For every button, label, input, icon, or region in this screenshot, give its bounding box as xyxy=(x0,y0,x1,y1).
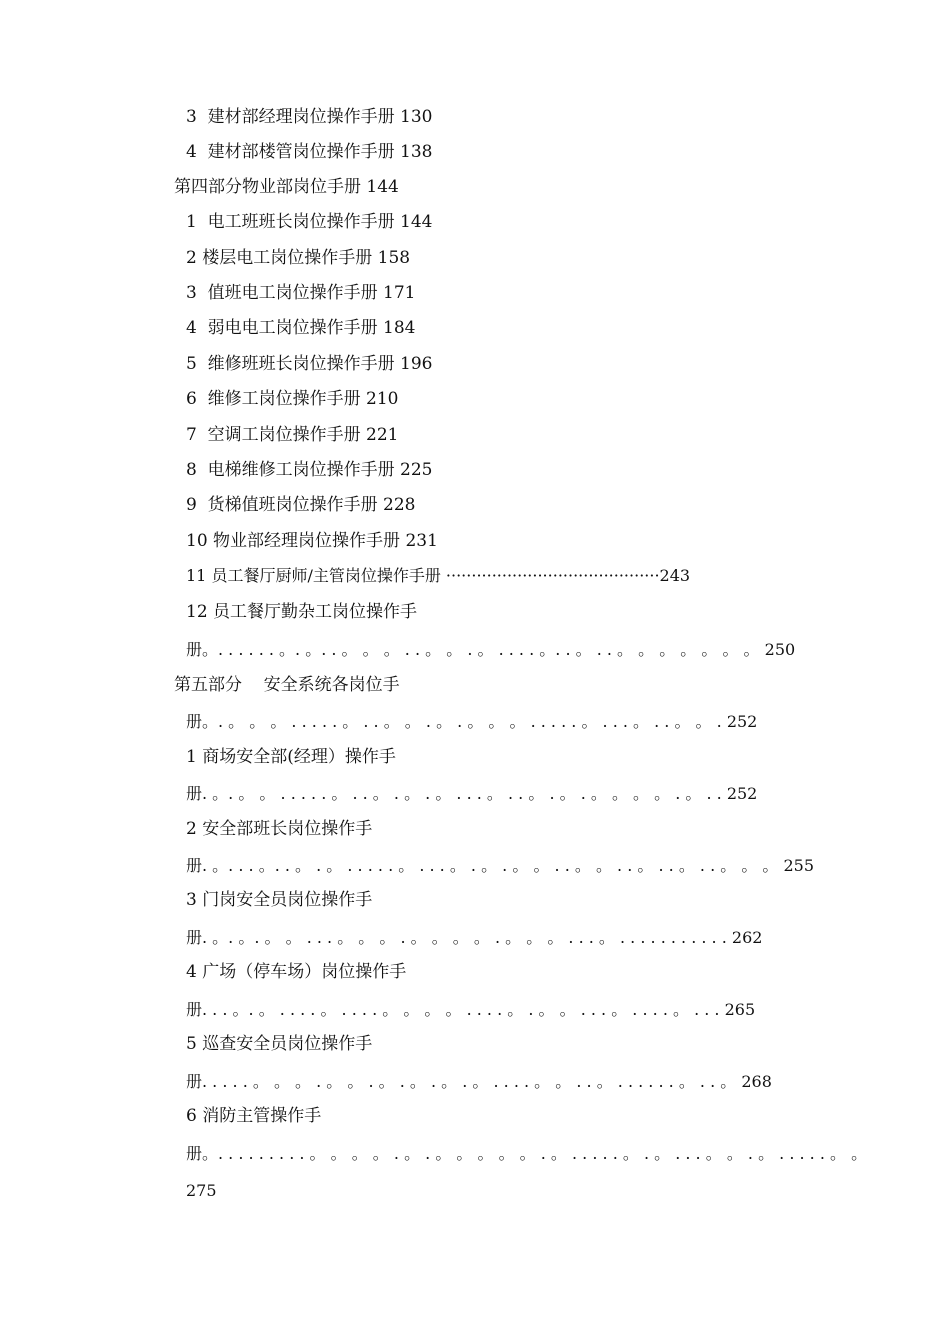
toc-entry: 3 门岗安全员岗位操作手 xyxy=(186,890,373,910)
toc-section-heading: 第五部分 安全系统各岗位手 xyxy=(174,675,400,695)
toc-entry: 1 电工班班长岗位操作手册 144 xyxy=(186,212,433,232)
toc-entry: 10 物业部经理岗位操作手册 231 xyxy=(186,531,438,551)
toc-entry-leader: 册. 。. . . 。. . 。 . 。 . . . . . 。 . . . 。 . 。 . 。 。 . . 。 。 . . 。 . . 。 . . 。 。 。 255 xyxy=(186,856,815,875)
toc-entry: 5 维修班班长岗位操作手册 196 xyxy=(186,354,433,374)
toc-entry-leader: 册. . . . . 。 。 。 . 。 。 . 。 . 。 . 。 . 。 . . . . 。 。 . . 。 . . . . . . 。 . . 。 268 xyxy=(186,1072,772,1091)
toc-entry: 2 安全部班长岗位操作手 xyxy=(186,819,373,839)
toc-entry: 4 弱电电工岗位操作手册 184 xyxy=(186,318,416,338)
toc-entry-leader: 册。. 。 。 。 . . . . . 。 . . 。 。 . 。 . 。 。 。 . . . . . 。 . . . 。 . . 。 。 . 252 xyxy=(186,712,758,731)
toc-entry: 9 货梯值班岗位操作手册 228 xyxy=(186,495,416,515)
toc-entry: 2 楼层电工岗位操作手册 158 xyxy=(186,248,411,268)
toc-entry: 6 消防主管操作手 xyxy=(186,1106,322,1126)
toc-entry-leader: 册。. . . . . . . . . 。 。 。 。 . 。 . 。 。 。 。 。 . 。 . . . . . 。 . 。 . . . 。 。 . 。 . . . . . 。 。 xyxy=(186,1144,868,1163)
toc-entry: 7 空调工岗位操作手册 221 xyxy=(186,425,399,445)
toc-entry: 8 电梯维修工岗位操作手册 225 xyxy=(186,460,433,480)
toc-entry-leader: 册. . . 。. 。 . . . . 。 . . . . 。 。 。 。 . . . . 。 . 。 。 . . . 。 . . . . 。 . . . 265 xyxy=(186,1000,756,1019)
toc-entry: 4 建材部楼管岗位操作手册 138 xyxy=(186,142,433,162)
toc-entry: 1 商场安全部(经理）操作手 xyxy=(186,747,396,767)
toc-entry: 4 广场（停车场）岗位操作手 xyxy=(186,962,407,982)
toc-entry: 3 值班电工岗位操作手册 171 xyxy=(186,283,416,303)
toc-entry-leader: 册. 。. 。. 。 。 . . . 。 。 。 . 。 。 。 。 . 。 。 。 . . . 。 . . . . . . . . . . . 262 xyxy=(186,928,763,947)
toc-entry: 5 巡查安全员岗位操作手 xyxy=(186,1034,373,1054)
toc-entry: 3 建材部经理岗位操作手册 130 xyxy=(186,107,433,127)
toc-entry-leader: 册。. . . . . . 。. 。. . 。 。 。 . . 。 。 . 。 . . . . 。. . 。 . . 。 。 。 。 。 。 。 250 xyxy=(186,640,796,659)
toc-entry: 12 员工餐厅勤杂工岗位操作手 xyxy=(186,602,418,622)
toc-page-number: 275 xyxy=(186,1181,217,1200)
toc-entry: 11 员工餐厅厨师/主管岗位操作手册 ··········································243 xyxy=(186,566,691,585)
toc-section-heading: 第四部分物业部岗位手册 144 xyxy=(174,177,399,197)
toc-entry: 6 维修工岗位操作手册 210 xyxy=(186,389,399,409)
toc-entry-leader: 册. 。. 。 。 . . . . . 。 . . 。 . 。 . 。 . . . 。 . . 。 . 。 . 。 。 。 。 . 。 . . 252 xyxy=(186,784,758,803)
